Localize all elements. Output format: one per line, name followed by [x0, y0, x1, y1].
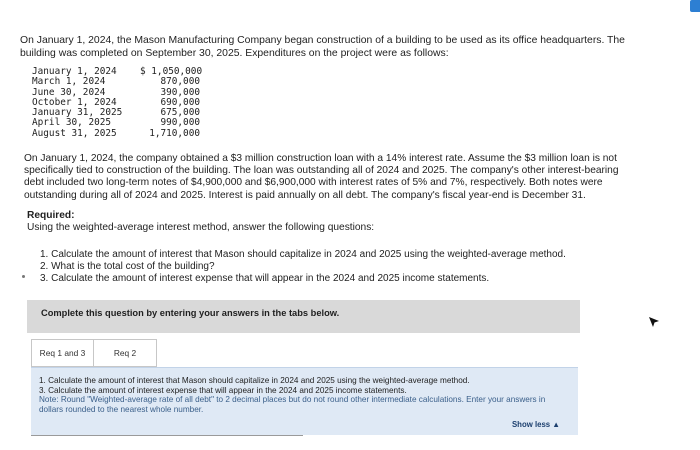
tab-req-1-and-3[interactable]: Req 1 and 3	[31, 339, 94, 367]
expenditure-amount: $ 1,050,000	[140, 66, 203, 77]
question-item: 2. What is the total cost of the building?	[40, 261, 215, 272]
expenditure-row	[32, 129, 200, 139]
required-section	[27, 210, 374, 234]
panel-line-1: 1. Calculate the amount of interest that Mason should capitalize in 2024 and 2025 using the weighted-average method.	[39, 376, 470, 385]
expenditure-date: January 31, 2025	[32, 107, 123, 119]
expenditure-date: March 1, 2024	[32, 76, 106, 88]
expenditure-amount: 690,000	[160, 96, 200, 108]
expenditure-amount: 1,710,000	[149, 127, 200, 139]
expenditure-date: January 1, 2024	[32, 66, 117, 77]
required-instruction: Using the weighted-average interest method, answer the following questions:	[27, 222, 375, 233]
tab-content-panel	[31, 367, 578, 435]
expenditure-date: June 30, 2024	[32, 86, 106, 98]
loan-details: On January 1, 2024, the company obtained a $3 million construction loan with a 14% interest rate. Assume the $3 million loan is not specifically tied to construction of the building. The loan was outstanding all of 2024 and 2025. The company's other interest-bearing debt included two long-term notes of $4,900,000 and $6,900,000 with interest rates of 5% and 7%, respectively. Both notes were outstanding during all of 2024 and 2025. Interest is paid annually on all debt. The company's fiscal year-end is December 31.	[24, 153, 619, 201]
tab-req-2[interactable]: Req 2	[94, 339, 157, 367]
expenditure-amount: 870,000	[160, 76, 200, 88]
question-item: 1. Calculate the amount of interest that Mason should capitalize in 2024 and 2025 using the weighted-average method.	[40, 249, 566, 260]
panel-note: Note: Round "Weighted-average rate of all debt" to 2 decimal places but do not round other intermediate calculations. Enter your answers in dollars rounded to the nearest whole number.	[39, 395, 546, 414]
question-item: 3. Calculate the amount of interest expense that will appear in the 2024 and 2025 income statements.	[40, 273, 490, 284]
required-label: Required:	[27, 210, 75, 221]
expenditure-date: August 31, 2025	[32, 127, 117, 139]
edge-tab-icon[interactable]	[690, 0, 700, 12]
expenditure-amount: 990,000	[160, 117, 200, 129]
panel-line-2: 3. Calculate the amount of interest expense that will appear in the 2024 and 2025 income statements.	[39, 385, 407, 395]
expenditure-table	[32, 66, 203, 139]
expenditure-amount: 675,000	[160, 107, 200, 119]
expenditure-date: April 30, 2025	[32, 117, 112, 129]
instruction-banner: Complete this question by entering your answers in the tabs below.	[27, 300, 580, 333]
pointer-cursor-icon	[648, 316, 660, 328]
expenditure-date: October 1, 2024	[32, 96, 117, 108]
show-less-link[interactable]: Show less ▲	[511, 420, 560, 429]
expenditure-amount: 390,000	[160, 86, 200, 98]
bullet-dot	[22, 275, 25, 278]
question-list	[40, 249, 566, 285]
requirement-tabs	[31, 339, 157, 367]
problem-intro: On January 1, 2024, the Mason Manufacturing Company began construction of a building to be used as its office headquarters. The building was completed on September 30, 2025. Expenditures on the project were as follows:	[20, 35, 625, 59]
divider	[31, 435, 303, 436]
